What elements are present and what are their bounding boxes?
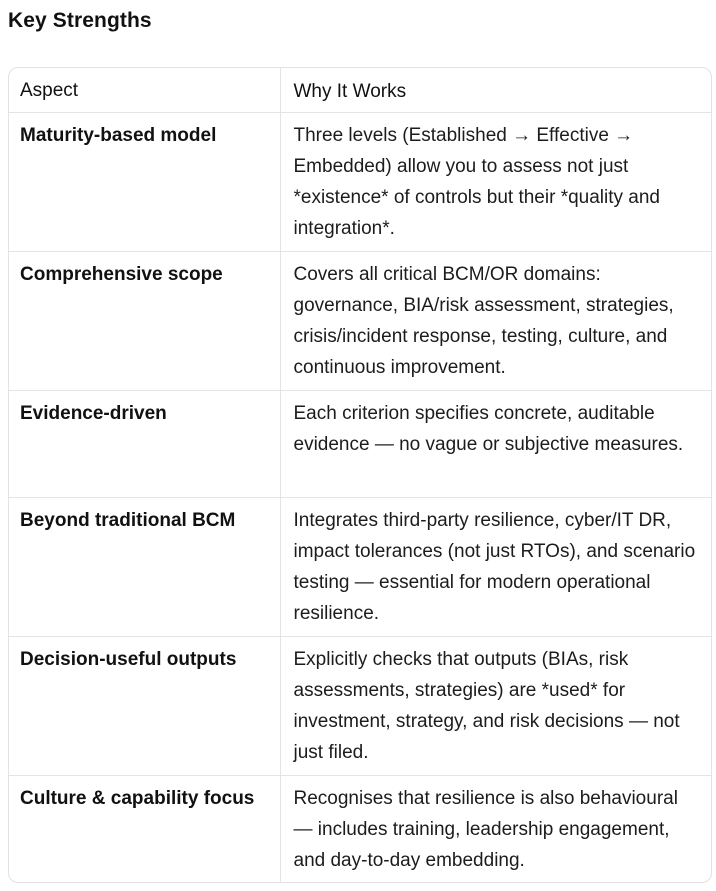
aspect-cell: Comprehensive scope [9, 251, 280, 390]
why-cell: Explicitly checks that outputs (BIAs, risk assessments, strategies) are *used* for investment, strategy, and risk decisions — not just filed. [280, 636, 711, 775]
why-cell: Three levels (Established → Effective → Embedded) allow you to assess not just *existence* of controls but their *quality and integration*. [280, 112, 711, 251]
table-row [9, 112, 711, 251]
table-header-row [9, 68, 711, 112]
aspect-cell: Decision-useful outputs [9, 636, 280, 775]
page-title: Key Strengths [8, 9, 152, 32]
why-cell: Integrates third-party resilience, cyber/IT DR, impact tolerances (not just RTOs), and scenario testing — essential for modern operational resilience. [280, 497, 711, 636]
column-header-why: Why It Works [280, 68, 711, 112]
aspect-cell: Evidence-driven [9, 390, 280, 497]
table-row [9, 251, 711, 390]
table-row [9, 636, 711, 775]
table-row [9, 775, 711, 882]
table-row [9, 497, 711, 636]
strengths-table [9, 68, 711, 882]
strengths-table-container [8, 67, 712, 883]
table-row [9, 390, 711, 497]
aspect-cell: Maturity-based model [9, 112, 280, 251]
why-cell: Recognises that resilience is also behavioural — includes training, leadership engagement, and day-to-day embedding. [293, 787, 678, 871]
aspect-cell: Culture & capability focus [9, 775, 280, 882]
aspect-cell: Beyond traditional BCM [9, 497, 280, 636]
why-cell: Each criterion specifies concrete, auditable evidence — no vague or subjective measures. [280, 390, 711, 497]
why-cell: Covers all critical BCM/OR domains: governance, BIA/risk assessment, strategies, crisis/incident response, testing, culture, and continuous improvement. [280, 251, 711, 390]
column-header-aspect: Aspect [9, 68, 280, 112]
